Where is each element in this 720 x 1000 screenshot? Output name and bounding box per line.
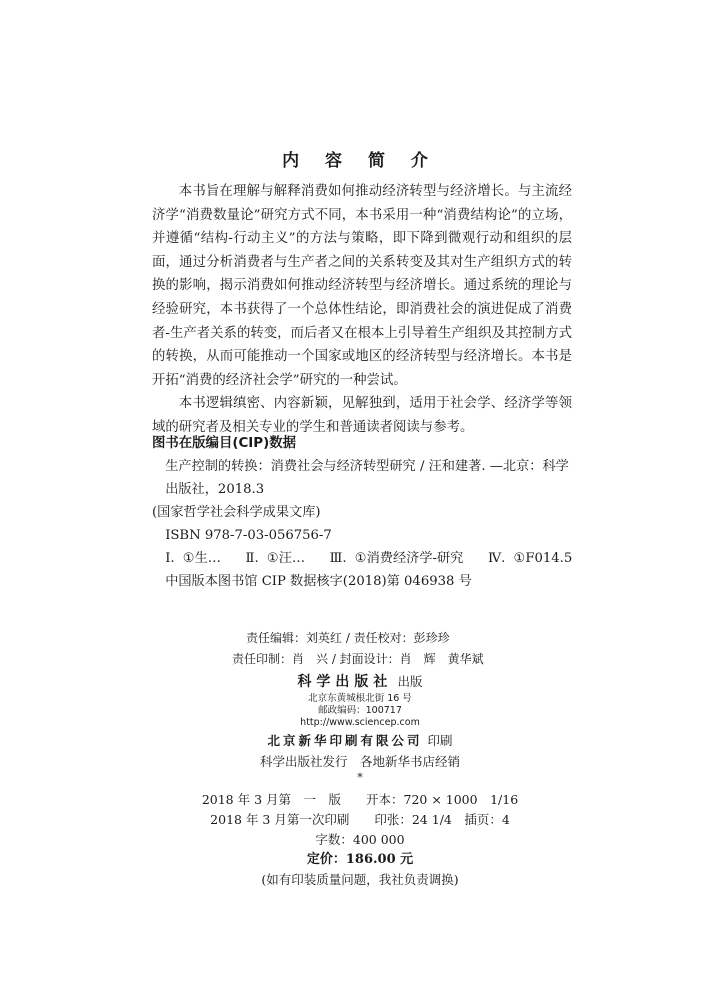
printer-suffix: 印刷 xyxy=(427,733,453,748)
quality-note: (如有印装质量问题，我社负责调换) xyxy=(261,872,459,887)
staff-line-printing: 责任印制：肖 兴 / 封面设计：肖 辉 黄华斌 xyxy=(232,652,484,666)
edition-line: 2018 年 3 月第 一 版 开本：720 × 1000 1/16 xyxy=(201,792,519,807)
intro-title: 内 容 简 介 xyxy=(282,151,438,171)
intro-body xyxy=(152,180,572,440)
publisher-url: http://www.sciencep.com xyxy=(300,717,420,728)
price-label: 定价： xyxy=(306,852,346,867)
publisher-postcode: 邮政编码：100717 xyxy=(318,705,402,716)
price-value: 186.00 元 xyxy=(345,852,414,867)
intro-paragraph: 本书逻辑缜密、内容新颖，见解独到，适用于社会学、经济学等领域的研究者及相关专业的学生和普通读者阅读与参考。 xyxy=(152,396,572,435)
price-line xyxy=(0,850,720,870)
publisher-suffix: 出版 xyxy=(397,674,423,689)
cip-series: (国家哲学社会科学成果文库) xyxy=(152,505,321,520)
cip-entry: 生产控制的转换：消费社会与经济转型研究 / 汪和建著. —北京：科学出版社，2018.3 xyxy=(165,459,569,497)
cip-classification: Ⅰ. ①生… Ⅱ. ①汪… Ⅲ. ①消费经济学-研究 Ⅳ. ①F014.5 xyxy=(165,551,573,566)
staff-credits xyxy=(0,628,720,670)
cip-number: 中国版本图书馆 CIP 数据核字(2018)第 046938 号 xyxy=(165,574,472,589)
publisher-block xyxy=(0,670,720,890)
publisher-address: 北京东黄城根北街 16 号 xyxy=(308,693,412,704)
publisher-name: 科学出版社 xyxy=(297,674,393,690)
separator-star: * xyxy=(357,771,363,784)
staff-line-editor: 责任编辑：刘英红 / 责任校对：彭珍珍 xyxy=(246,631,450,645)
printer-name: 北京新华印刷有限公司 xyxy=(267,733,423,748)
intro-paragraph: 本书旨在理解与解释消费如何推动经济转型与经济增长。与主流经济学“消费数量论”研究方式不同，本书采用一种“消费结构论”的立场，并遵循“结构-行动主义”的方法与策略，即下降到微观行动和组织的层面，通过分析消费者与生产者之间的关系转变及其对生产组织方式的转换的影响，揭示消费如何推动经济转型与经济增长。通过系统的理论与经验研究，本书获得了一个总体性结论，即消费社会的演进促成了消费者-生产者关系的转变，而后者又在根本上引导着生产组织及其控制方式的转换，从而可能推动一个国家或地区的经济转型与经济增长。本书是开拓“消费的经济社会学”研究的一种尝试。 xyxy=(152,184,572,388)
printing-line: 2018 年 3 月第一次印刷 印张：24 1/4 插页：4 xyxy=(210,812,510,827)
distribution: 科学出版社发行 各地新华书店经销 xyxy=(259,754,460,769)
cip-title: 图书在版编目(CIP)数据 xyxy=(152,436,296,451)
cip-isbn: ISBN 978-7-03-056756-7 xyxy=(165,528,332,543)
cip-block xyxy=(152,432,582,593)
wordcount-line: 字数：400 000 xyxy=(315,832,405,847)
